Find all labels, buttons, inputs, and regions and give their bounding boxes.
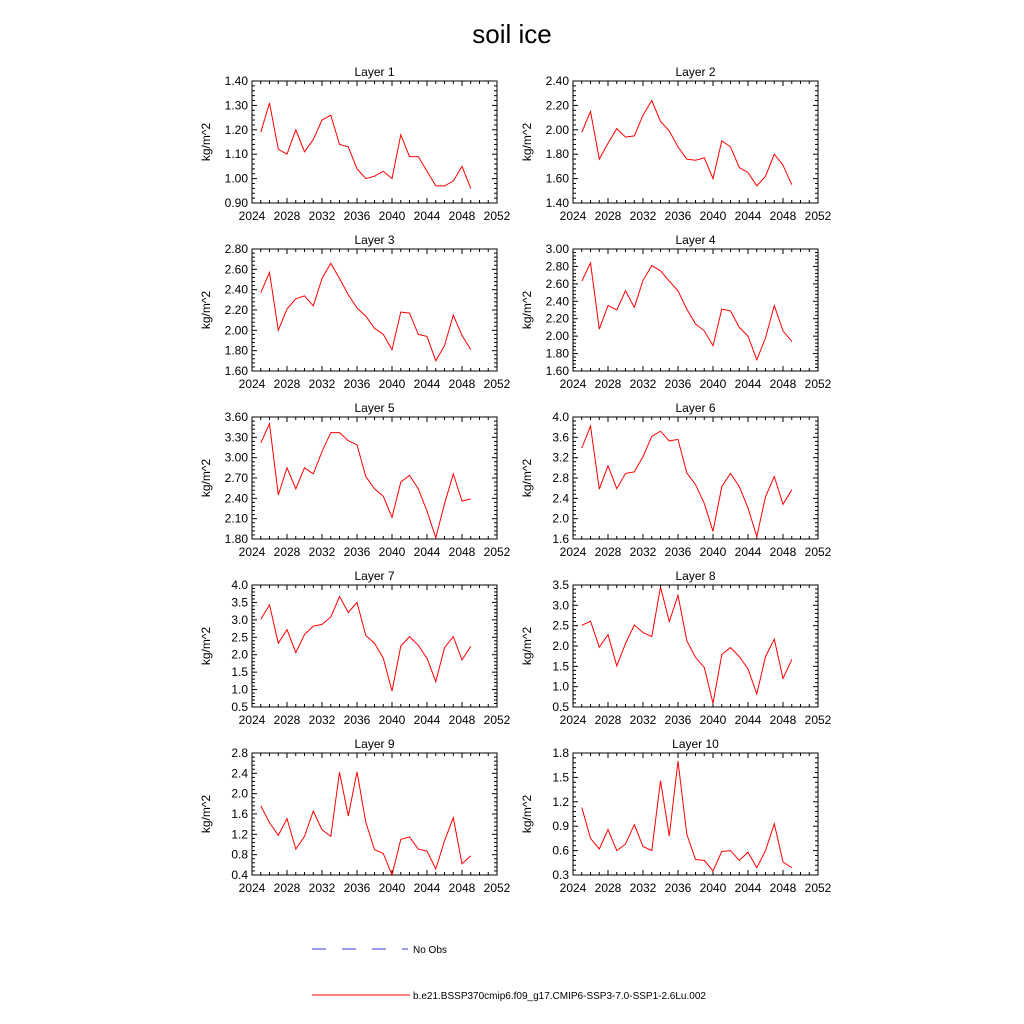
layer-4-ytick-label: 2.40 (545, 294, 569, 309)
layer-3-xtick-label: 2036 (343, 377, 371, 391)
layer-8-ytick-label: 0.5 (552, 700, 569, 714)
legend-obs-label: No Obs (413, 945, 447, 956)
layer-10-xtick-label: 2044 (734, 881, 762, 895)
layer-10-ytick-label: 0.6 (552, 843, 569, 858)
main-title: soil ice (472, 19, 552, 49)
layer-1-ytick-label: 0.90 (224, 196, 248, 210)
layer-3-ytick-label: 2.40 (224, 282, 248, 297)
layer-3-ytick-label: 2.20 (224, 303, 248, 317)
layer-2-title: Layer 2 (675, 65, 716, 79)
layer-6-xtick-label: 2040 (699, 545, 727, 559)
layer-2-xtick-label: 2028 (594, 209, 622, 223)
layer-3-ylabel: kg/m^2 (199, 290, 213, 330)
layer-6-xtick-label: 2028 (594, 545, 622, 559)
layer-6-xtick-label: 2044 (734, 545, 762, 559)
legend (312, 945, 706, 1002)
layer-10-frame (573, 753, 818, 875)
layer-5-xtick-label: 2036 (343, 545, 371, 559)
layer-9-ytick-label: 2.0 (231, 786, 248, 801)
layer-6-ytick-label: 2.8 (552, 471, 569, 485)
layer-3-xtick-label: 2028 (273, 377, 301, 391)
layer-7-xtick-label: 2024 (238, 713, 266, 727)
layer-2-ytick-label: 1.60 (545, 171, 569, 186)
layer-5-ytick-label: 3.00 (224, 450, 248, 465)
layer-2-ytick-label: 1.40 (545, 196, 569, 210)
layer-3-xtick-label: 2040 (378, 377, 406, 391)
layer-5-xtick-label: 2044 (413, 545, 441, 559)
layer-4-ytick-label: 2.20 (545, 311, 569, 326)
layer-3-panel (199, 233, 511, 391)
layer-5-ytick-label: 1.80 (224, 532, 248, 546)
layer-10-xtick-label: 2048 (769, 881, 797, 895)
layer-6-ytick-label: 2.4 (552, 491, 569, 506)
layer-1-ytick-label: 1.40 (224, 74, 248, 88)
layer-7-ytick-label: 1.5 (231, 665, 248, 680)
layer-8-xtick-label: 2032 (629, 713, 657, 727)
layer-1-ylabel: kg/m^2 (199, 122, 213, 162)
layer-9-ylabel: kg/m^2 (199, 794, 213, 834)
layer-8-ytick-label: 2.0 (552, 639, 569, 653)
layer-9-xtick-label: 2052 (483, 881, 511, 895)
layer-4-xtick-label: 2028 (594, 377, 622, 391)
layer-9-ytick-label: 1.6 (231, 807, 248, 821)
layer-10-ytick-label: 1.2 (552, 794, 569, 809)
layer-4-ytick-label: 2.00 (545, 329, 569, 344)
layer-5-ytick-label: 3.60 (224, 410, 248, 424)
layer-10-xtick-label: 2024 (559, 881, 587, 895)
layer-7-panel (199, 569, 511, 727)
layer-7-ytick-label: 1.0 (231, 682, 248, 697)
layer-6-series-line (582, 426, 792, 536)
layer-9-ytick-label: 1.2 (231, 827, 248, 842)
layer-4-xtick-label: 2040 (699, 377, 727, 391)
layer-3-xtick-label: 2048 (448, 377, 476, 391)
layer-7-ytick-label: 3.0 (231, 612, 248, 627)
layer-2-xtick-label: 2052 (804, 209, 832, 223)
layer-10-ylabel: kg/m^2 (520, 794, 534, 834)
layer-4-title: Layer 4 (675, 233, 716, 247)
layer-8-ylabel: kg/m^2 (520, 626, 534, 666)
layer-10-xtick-label: 2036 (664, 881, 692, 895)
layer-9-xtick-label: 2048 (448, 881, 476, 895)
layer-5-ytick-label: 2.40 (224, 491, 248, 506)
layer-5-ytick-label: 2.10 (224, 511, 248, 526)
layer-10-ytick-label: 1.5 (552, 770, 569, 785)
layer-6-xtick-label: 2048 (769, 545, 797, 559)
layer-7-ytick-label: 3.5 (231, 595, 248, 610)
layer-5-ylabel: kg/m^2 (199, 458, 213, 498)
layer-10-xtick-label: 2032 (629, 881, 657, 895)
layer-8-title: Layer 8 (675, 569, 716, 583)
layer-8-xtick-label: 2036 (664, 713, 692, 727)
layer-4-series-line (582, 263, 792, 360)
layer-7-ytick-label: 2.0 (231, 647, 248, 662)
layer-7-ytick-label: 4.0 (231, 578, 248, 592)
layer-10-series-line (582, 761, 792, 871)
layer-7-xtick-label: 2036 (343, 713, 371, 727)
layer-4-ylabel: kg/m^2 (520, 290, 534, 330)
layer-4-xtick-label: 2024 (559, 377, 587, 391)
layer-8-frame (573, 585, 818, 707)
layer-7-xtick-label: 2048 (448, 713, 476, 727)
layer-6-ytick-label: 3.2 (552, 450, 569, 465)
layer-6-title: Layer 6 (675, 401, 716, 415)
layer-6-xtick-label: 2032 (629, 545, 657, 559)
layer-5-xtick-label: 2052 (483, 545, 511, 559)
layer-3-xtick-label: 2052 (483, 377, 511, 391)
layer-2-ytick-label: 1.80 (545, 147, 569, 162)
layer-4-xtick-label: 2032 (629, 377, 657, 391)
layer-1-xtick-label: 2052 (483, 209, 511, 223)
layer-5-ytick-label: 3.30 (224, 430, 248, 445)
layer-5-ytick-label: 2.70 (224, 471, 248, 485)
layer-1-panel (199, 65, 511, 223)
layer-1-ytick-label: 1.10 (224, 147, 248, 162)
layer-7-ytick-label: 0.5 (231, 700, 248, 714)
layer-10-panel (520, 737, 832, 895)
layer-10-ytick-label: 0.3 (552, 868, 569, 882)
layer-5-frame (252, 417, 497, 539)
layer-3-ytick-label: 1.80 (224, 343, 248, 358)
layer-1-xtick-label: 2024 (238, 209, 266, 223)
layer-5-xtick-label: 2024 (238, 545, 266, 559)
layer-6-panel (520, 401, 832, 559)
layer-4-frame (573, 249, 818, 371)
layer-1-xtick-label: 2048 (448, 209, 476, 223)
layer-3-ytick-label: 2.00 (224, 323, 248, 338)
layer-3-ytick-label: 1.60 (224, 364, 248, 378)
layer-2-ytick-label: 2.40 (545, 74, 569, 88)
layer-2-xtick-label: 2036 (664, 209, 692, 223)
layer-9-ytick-label: 0.8 (231, 847, 248, 862)
layer-6-ytick-label: 3.6 (552, 430, 569, 445)
layer-3-xtick-label: 2024 (238, 377, 266, 391)
layer-7-xtick-label: 2052 (483, 713, 511, 727)
layer-1-xtick-label: 2028 (273, 209, 301, 223)
layer-8-ytick-label: 3.0 (552, 598, 569, 613)
layer-8-series-line (582, 587, 792, 703)
layer-5-title: Layer 5 (354, 401, 395, 415)
layer-4-ytick-label: 1.60 (545, 364, 569, 378)
layer-2-series-line (582, 101, 792, 186)
layer-7-xtick-label: 2040 (378, 713, 406, 727)
layer-1-ytick-label: 1.30 (224, 98, 248, 113)
layer-1-xtick-label: 2036 (343, 209, 371, 223)
layer-9-ytick-label: 0.4 (231, 868, 248, 882)
layer-7-xtick-label: 2044 (413, 713, 441, 727)
layer-1-xtick-label: 2032 (308, 209, 336, 223)
layer-3-frame (252, 249, 497, 371)
layer-8-xtick-label: 2044 (734, 713, 762, 727)
layer-2-xtick-label: 2044 (734, 209, 762, 223)
layer-4-xtick-label: 2048 (769, 377, 797, 391)
layer-10-xtick-label: 2040 (699, 881, 727, 895)
layer-8-xtick-label: 2028 (594, 713, 622, 727)
layer-6-frame (573, 417, 818, 539)
layer-6-ytick-label: 4.0 (552, 410, 569, 424)
layer-9-panel (199, 737, 511, 895)
layer-8-panel (520, 569, 832, 727)
layer-3-ytick-label: 2.60 (224, 262, 248, 277)
layer-5-xtick-label: 2028 (273, 545, 301, 559)
layer-3-title: Layer 3 (354, 233, 395, 247)
layer-10-xtick-label: 2028 (594, 881, 622, 895)
layer-2-ylabel: kg/m^2 (520, 122, 534, 162)
layer-2-frame (573, 81, 818, 203)
layer-10-xtick-label: 2052 (804, 881, 832, 895)
layer-9-title: Layer 9 (354, 737, 395, 751)
layer-1-title: Layer 1 (354, 65, 395, 79)
layer-10-title: Layer 10 (672, 737, 719, 751)
layer-3-xtick-label: 2044 (413, 377, 441, 391)
layer-3-ytick-label: 2.80 (224, 242, 248, 256)
layer-9-xtick-label: 2028 (273, 881, 301, 895)
layer-7-series-line (261, 597, 471, 692)
layer-7-ylabel: kg/m^2 (199, 626, 213, 666)
layer-1-series-line (261, 103, 471, 188)
layer-2-xtick-label: 2024 (559, 209, 587, 223)
layer-8-xtick-label: 2048 (769, 713, 797, 727)
layer-6-ylabel: kg/m^2 (520, 458, 534, 498)
layer-4-ytick-label: 2.60 (545, 276, 569, 291)
layer-9-ytick-label: 2.4 (231, 766, 248, 781)
layer-1-xtick-label: 2044 (413, 209, 441, 223)
layer-7-ytick-label: 2.5 (231, 630, 248, 645)
layer-1-ytick-label: 1.00 (224, 171, 248, 186)
layer-8-ytick-label: 1.5 (552, 659, 569, 674)
layer-6-xtick-label: 2052 (804, 545, 832, 559)
panels (199, 65, 832, 895)
layer-8-ytick-label: 1.0 (552, 679, 569, 694)
layer-5-panel (199, 401, 511, 559)
layer-4-ytick-label: 2.80 (545, 259, 569, 274)
layer-9-series-line (261, 772, 471, 875)
layer-2-panel (520, 65, 832, 223)
layer-4-xtick-label: 2052 (804, 377, 832, 391)
layer-1-ytick-label: 1.20 (224, 122, 248, 137)
layer-7-frame (252, 585, 497, 707)
layer-10-ytick-label: 0.9 (552, 819, 569, 834)
layer-2-ytick-label: 2.00 (545, 122, 569, 137)
layer-2-xtick-label: 2048 (769, 209, 797, 223)
layer-7-xtick-label: 2028 (273, 713, 301, 727)
layer-7-xtick-label: 2032 (308, 713, 336, 727)
layer-6-ytick-label: 2.0 (552, 511, 569, 526)
layer-9-xtick-label: 2044 (413, 881, 441, 895)
legend-model-label: b.e21.BSSP370cmip6.f09_g17.CMIP6-SSP3-7.0-SSP1-2.6Lu.002 (413, 991, 706, 1002)
layer-8-ytick-label: 3.5 (552, 578, 569, 592)
layer-9-xtick-label: 2032 (308, 881, 336, 895)
layer-4-panel (520, 233, 832, 391)
layer-8-xtick-label: 2040 (699, 713, 727, 727)
layer-3-series-line (261, 263, 471, 361)
layer-4-ytick-label: 1.80 (545, 346, 569, 361)
layer-4-xtick-label: 2044 (734, 377, 762, 391)
layer-2-ytick-label: 2.20 (545, 98, 569, 113)
layer-1-frame (252, 81, 497, 203)
layer-9-xtick-label: 2040 (378, 881, 406, 895)
layer-2-xtick-label: 2040 (699, 209, 727, 223)
layer-7-title: Layer 7 (354, 569, 395, 583)
layer-5-xtick-label: 2032 (308, 545, 336, 559)
layer-1-xtick-label: 2040 (378, 209, 406, 223)
layer-9-xtick-label: 2036 (343, 881, 371, 895)
layer-9-xtick-label: 2024 (238, 881, 266, 895)
layer-8-ytick-label: 2.5 (552, 618, 569, 633)
layer-4-xtick-label: 2036 (664, 377, 692, 391)
layer-5-series-line (261, 424, 471, 538)
layer-5-xtick-label: 2048 (448, 545, 476, 559)
layer-8-xtick-label: 2052 (804, 713, 832, 727)
layer-6-xtick-label: 2024 (559, 545, 587, 559)
layer-9-ytick-label: 2.8 (231, 746, 248, 760)
layer-6-xtick-label: 2036 (664, 545, 692, 559)
layer-4-ytick-label: 3.00 (545, 242, 569, 256)
layer-5-xtick-label: 2040 (378, 545, 406, 559)
layer-8-xtick-label: 2024 (559, 713, 587, 727)
layer-2-xtick-label: 2032 (629, 209, 657, 223)
layer-3-xtick-label: 2032 (308, 377, 336, 391)
layer-10-ytick-label: 1.8 (552, 746, 569, 760)
layer-6-ytick-label: 1.6 (552, 532, 569, 546)
